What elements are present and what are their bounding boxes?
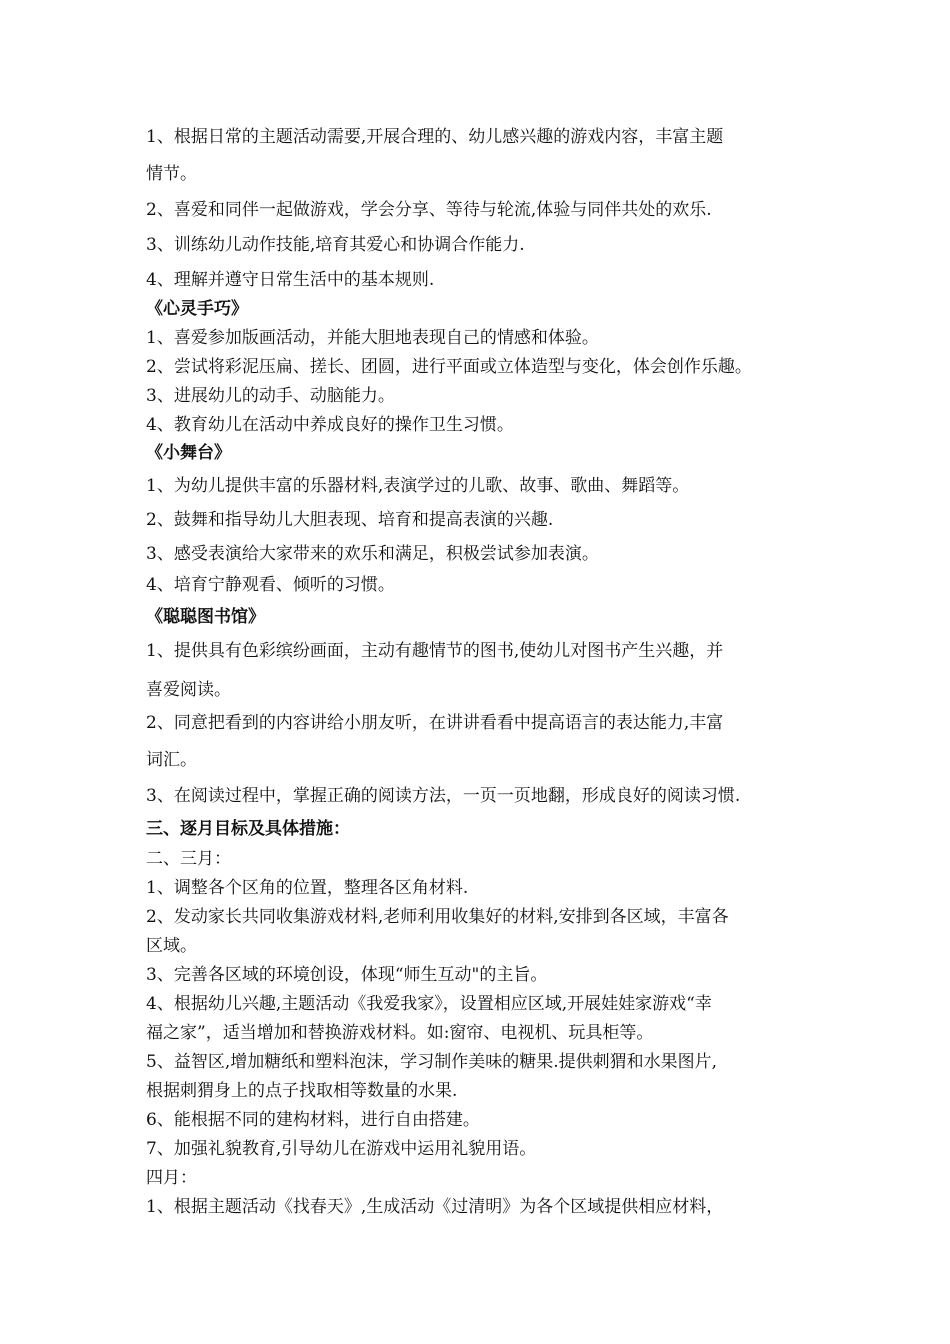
text-line: 3、进展幼儿的动手、动脑能力。 — [146, 386, 395, 406]
section-heading: 《心灵手巧》 — [146, 299, 248, 319]
text-line: 词汇。 — [146, 750, 197, 770]
text-line: 根据刺猬身上的点子找取相等数量的水果. — [146, 1081, 458, 1101]
text-line: 区域。 — [146, 936, 197, 956]
text-line: 二、三月： — [146, 849, 231, 869]
text-line: 1、根据主题活动《找春天》,生成活动《过清明》为各个区域提供相应材料， — [146, 1197, 724, 1217]
text-line: 7、加强礼貌教育,引导幼儿在游戏中运用礼貌用语。 — [146, 1139, 537, 1159]
text-line: 四月： — [146, 1168, 197, 1188]
text-line: 4、教育幼儿在活动中养成良好的操作卫生习惯。 — [146, 415, 514, 435]
text-line: 1、喜爱参加版画活动，并能大胆地表现自己的情感和体验。 — [146, 328, 599, 348]
text-line: 1、为幼儿提供丰富的乐器材料,表演学过的儿歌、故事、歌曲、舞蹈等。 — [146, 476, 690, 496]
text-line: 1、调整各个区角的位置，整理各区角材料. — [146, 878, 469, 898]
section-heading: 三、逐月目标及具体措施： — [146, 819, 350, 839]
text-line: 2、喜爱和同伴一起做游戏，学会分享、等待与轮流,体验与同伴共处的欢乐. — [146, 200, 712, 220]
text-line: 6、能根据不同的建构材料，进行自由搭建。 — [146, 1110, 480, 1130]
section-heading: 《小舞台》 — [146, 443, 231, 463]
section-heading: 《聪聪图书馆》 — [146, 607, 265, 627]
text-line: 4、理解并遵守日常生活中的基本规则. — [146, 270, 435, 290]
text-line: 喜爱阅读。 — [146, 680, 231, 700]
text-line: 2、同意把看到的内容讲给小朋友听，在讲讲看看中提高语言的表达能力,丰富 — [146, 713, 724, 733]
text-line: 1、提供具有色彩缤纷画面，主动有趣情节的图书,使幼儿对图书产生兴趣，并 — [146, 641, 724, 661]
text-line: 2、尝试将彩泥压扁、搓长、团圆，进行平面或立体造型与变化，体会创作乐趣。 — [146, 357, 752, 377]
text-line: 情节。 — [146, 164, 197, 184]
text-line: 1、根据日常的主题活动需要,开展合理的、幼儿感兴趣的游戏内容，丰富主题 — [146, 127, 724, 147]
text-line: 3、在阅读过程中，掌握正确的阅读方法，一页一页地翻，形成良好的阅读习惯. — [146, 786, 741, 806]
text-line: 2、发动家长共同收集游戏材料,老师利用收集好的材料,安排到各区域，丰富各 — [146, 907, 729, 927]
text-line: 3、感受表演给大家带来的欢乐和满足，积极尝试参加表演。 — [146, 544, 599, 564]
text-line: 4、培育宁静观看、倾听的习惯。 — [146, 575, 395, 595]
text-line: 3、完善各区域的环境创设，体现“师生互动"的主旨。 — [146, 965, 548, 985]
text-line: 2、鼓舞和指导幼儿大胆表现、培育和提高表演的兴趣. — [146, 510, 554, 530]
text-line: 4、根据幼儿兴趣,主题活动《我爱我家》，设置相应区域,开展娃娃家游戏“幸 — [146, 994, 712, 1014]
text-line: 福之家”，适当增加和替换游戏材料。如:窗帘、电视机、玩具柜等。 — [146, 1023, 654, 1043]
text-line: 3、训练幼儿动作技能,培育其爱心和协调合作能力. — [146, 235, 525, 255]
text-line: 5、益智区,增加糖纸和塑料泡沫，学习制作美味的糖果.提供刺猬和水果图片, — [146, 1052, 718, 1072]
